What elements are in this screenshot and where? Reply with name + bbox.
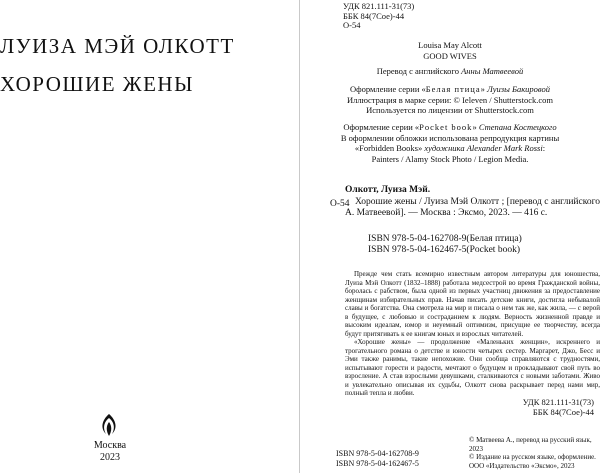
catalog-isbn-block (368, 234, 522, 256)
pocket-credits (300, 122, 600, 164)
book-annotation (345, 270, 600, 398)
translation-label: Перевод с английского (376, 66, 462, 76)
isbn-bottom-2: ISBN 978-5-04-162467-5 (336, 459, 419, 468)
painting-artist: художника Alexander Mark Rossi (424, 143, 543, 153)
pocket-series-name: Pocket book (419, 122, 473, 132)
book-title: ХОРОШИЕ ЖЕНЫ (0, 72, 194, 96)
translator-line (300, 66, 600, 77)
catalog-entry (345, 185, 600, 220)
bbk-bottom-line: ББК 84(7Сое)-44 (532, 407, 594, 417)
pocket-prefix: Оформление серии « (343, 122, 420, 132)
series-name: Белая птица (425, 84, 481, 94)
pocket-designer: Степана Костецкого (478, 122, 557, 132)
imprint-city: Москва (93, 440, 127, 451)
catalog-body: Хорошие жены / Луиза Мэй Олкотт ; [перевод с английского А. Матвеевой]. — Москва : Эксмо, 2023. — 416 с. (345, 196, 600, 218)
cover-credit-line: В оформлении обложки использована репродукция картины (340, 132, 560, 143)
original-title: GOOD WIVES (423, 50, 477, 61)
photo-credit-line: Painters / Alamy Stock Photo / Legion Media. (371, 153, 529, 164)
udk-block-bottom (523, 397, 594, 417)
author-title: ЛУИЗА МЭЙ ОЛКОТТ (0, 34, 235, 58)
painting-credit-line (300, 143, 600, 154)
pocket-suffix: » (472, 122, 479, 132)
series-suffix: » (480, 84, 487, 94)
series-credits (300, 84, 600, 116)
painting-suffix: : (542, 143, 546, 153)
copyright-translation: © Матвеева А., перевод на русский язык, 2023 (469, 436, 592, 453)
bbk-top-line: ББК 84(7Сое)-44 (343, 10, 405, 21)
series-prefix: Оформление серии « (349, 84, 426, 94)
painting-title: «Forbidden Books» (354, 143, 425, 153)
udk-top-line: УДК 821.111-31(73) (343, 1, 415, 11)
catalog-code: О-54 (330, 199, 350, 209)
isbn-block-bottom (336, 449, 419, 469)
series-designer: Луизы Бакировой (486, 84, 551, 94)
pocket-design-line (300, 122, 600, 133)
imprint-place (84, 440, 136, 464)
license-credit: Используется по лицензии от Shutterstock.com (366, 105, 534, 115)
series-design-line (300, 84, 600, 95)
translator-name: Анны Матвеевой (461, 66, 524, 76)
isbn-bottom-1: ISBN 978-5-04-162708-9 (336, 449, 419, 458)
code-top-line: О-54 (343, 20, 361, 31)
original-title-block (300, 40, 600, 61)
catalog-heading: Олкотт, Луиза Мэй. (345, 185, 431, 195)
catalog-isbn-2: ISBN 978-5-04-162467-5(Pocket book) (368, 245, 520, 255)
copyright-edition: © Издание на русском языке, оформление. ООО «Издательство «Эксмо», 2023 (469, 453, 596, 470)
annotation-paragraph-2: «Хорошие жены» — продолжение «Маленьких женщин», искреннего и трогательного романа о детстве и юности четырех сестер. Маргарет, Джо, Бесс и Эми также ранимы, такие непохожие. Они сообща справляются с трудностями, испытывают горести и радости, мечтают о будущем и прокладывают свой путь во взросление. А став взрослыми девушками, сталкиваются с новыми заботами. Живо и увлекательно описывая их судьбы, Олкотт снова раскрывает перед нами мир, полный тепла и любви. (345, 338, 600, 397)
publisher-logo-icon (98, 412, 120, 438)
catalog-isbn-1: ISBN 978-5-04-162708-9(Белая птица) (368, 234, 522, 244)
original-author: Louisa May Alcott (418, 40, 482, 50)
imprint-year: 2023 (100, 452, 120, 463)
annotation-paragraph-1: Прежде чем стать всемирно известным автором литературы для юношества, Луиза Мэй Олкотт (1832–1888) работала медсестрой во время Гражданской войны, боролась с рабством, была одной из первых участниц движения за предоставление женщинам избирательных прав. Начав писать детские книги, достигла небывалой славы и богатства. Она смотрела на мир и писала о нем так же, как жила, — с верой в будущее, с любовью и состраданием к людям. Верность жизненной правде и высоким идеалам, юмор и неуемный оптимизм, присущие ее творчеству, всегда будут притягивать к ее книгам юных и взрослых читателей. (345, 270, 600, 338)
udk-bottom-line: УДК 821.111-31(73) (522, 397, 594, 407)
illustration-credit: Иллюстрация в марке серии: © Ieleven / Shutterstock.com (347, 94, 553, 105)
copyright-block (469, 436, 600, 470)
udk-block-top (343, 2, 414, 31)
